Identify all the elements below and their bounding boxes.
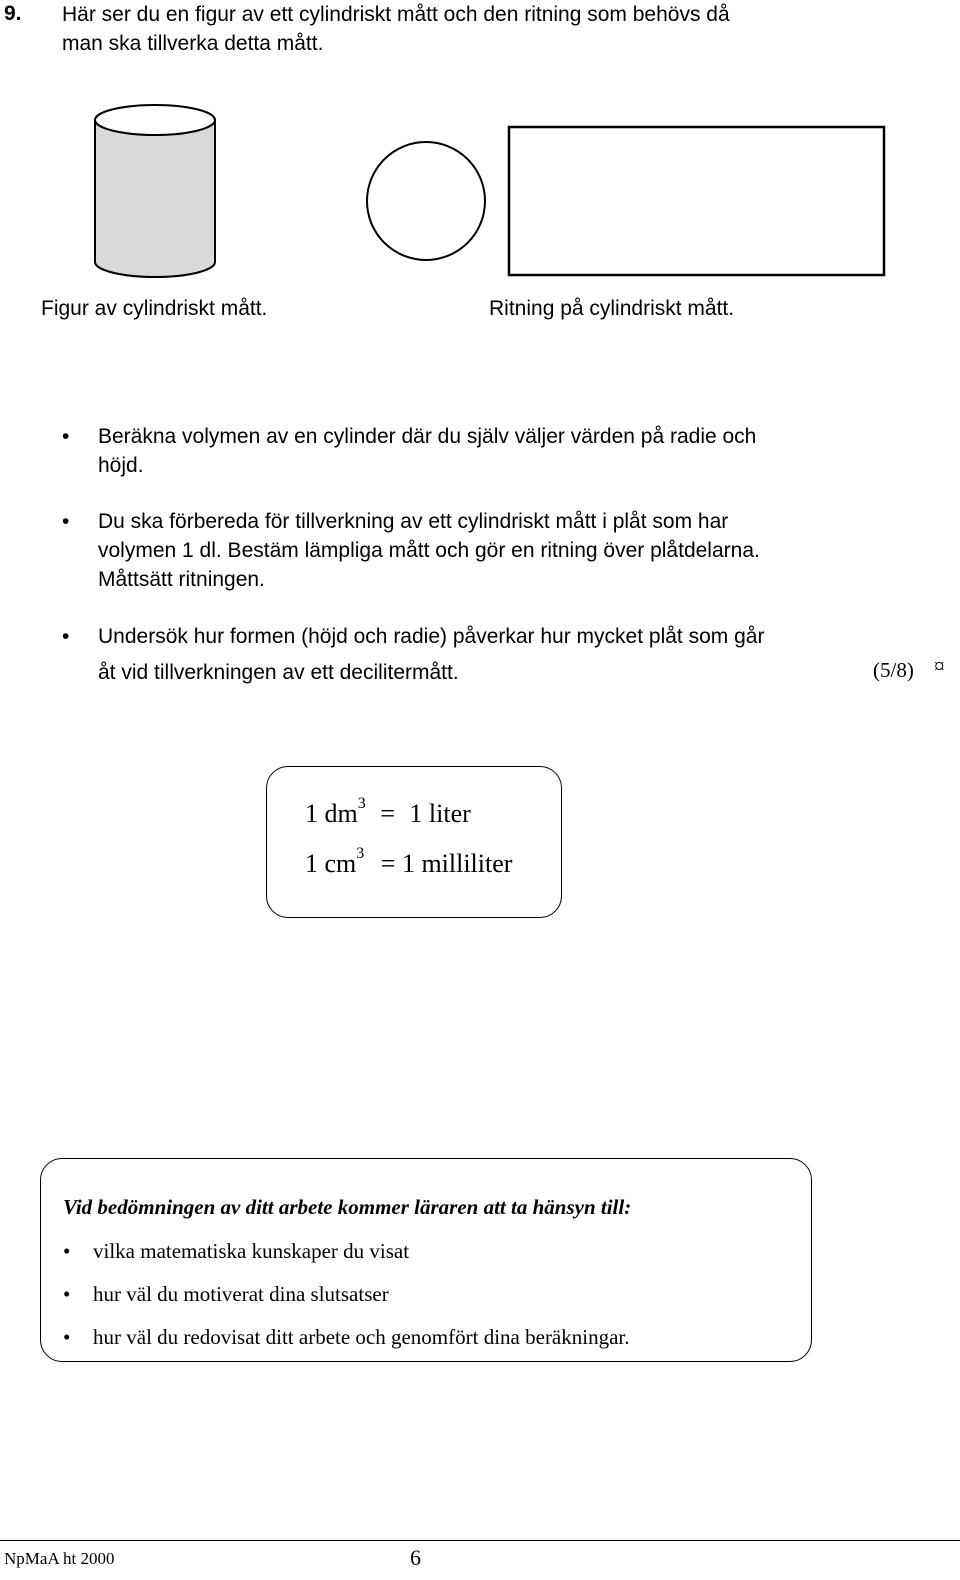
assessment-item-3-text: hur väl du redovisat ditt arbete och genomfört dina beräkningar.: [93, 1325, 630, 1349]
figures-illustration: [0, 0, 960, 300]
formula-line-2: [305, 845, 513, 879]
cylinder-figure: [95, 105, 215, 277]
page-number: 6: [410, 1545, 421, 1570]
task-item-1: [62, 422, 922, 482]
task-2-line-1: Du ska förbereda för tillverkning av ett cylindriskt mått i plåt som har: [98, 510, 729, 533]
formula-2-lhs: 1 cm: [305, 849, 357, 878]
caption-drawing: Ritning på cylindriskt mått.: [489, 297, 735, 320]
intro-line-1: Här ser du en figur av ett cylindriskt mått och den ritning som behövs då: [62, 3, 730, 26]
footer-divider: [0, 1540, 960, 1541]
task-2-line-2: volymen 1 dl. Bestäm lämpliga mått och gör en ritning över plåtdelarna.: [98, 539, 760, 562]
formula-2-rhs: 1 milliliter: [401, 849, 513, 878]
formula-line-1: [305, 795, 471, 829]
assessment-item-3: [63, 1325, 630, 1350]
footer-course-label: NpMaA ht 2000: [4, 1549, 115, 1568]
bullet-icon: •: [63, 1239, 71, 1263]
bullet-icon: •: [62, 625, 70, 648]
task-3-line-1: Undersök hur formen (höjd och radie) påverkar hur mycket plåt som går: [98, 625, 765, 648]
assessment-item-1: [63, 1239, 410, 1264]
question-number: 9.: [4, 2, 22, 25]
bullet-icon: •: [63, 1325, 71, 1349]
bullet-icon: •: [62, 425, 70, 448]
formula-1-lhs: 1 dm: [305, 799, 358, 828]
points-label: (5/8): [873, 658, 914, 682]
assessment-item-2-text: hur väl du motiverat dina slutsatser: [93, 1282, 389, 1306]
task-item-2: [62, 507, 922, 597]
formula-1-rhs: 1 liter: [409, 799, 471, 828]
formula-2-eq: =: [380, 849, 396, 878]
unit-conversion-box: [266, 766, 562, 918]
task-item-3: [62, 622, 922, 692]
currency-sign-icon: ¤: [934, 654, 945, 678]
assessment-item-1-text: vilka matematiska kunskaper du visat: [93, 1239, 410, 1263]
formula-1-exp: 3: [357, 795, 366, 812]
bullet-icon: •: [63, 1282, 71, 1306]
bullet-icon: •: [62, 510, 70, 533]
formula-2-exp: 3: [356, 845, 365, 862]
task-2-line-3: Måttsätt ritningen.: [98, 568, 265, 591]
assessment-box: [40, 1158, 812, 1362]
drawing-circle: [367, 142, 485, 260]
task-1-line-2: höjd.: [98, 454, 144, 477]
intro-line-2: man ska tillverka detta mått.: [62, 32, 324, 55]
task-3-line-2: åt vid tillverkningen av ett decilitermått.: [98, 661, 459, 684]
assessment-heading: Vid bedömningen av ditt arbete kommer läraren att ta hänsyn till:: [63, 1195, 632, 1219]
formula-1-eq: =: [380, 799, 395, 828]
task-1-line-1: Beräkna volymen av en cylinder där du själv väljer värden på radie och: [98, 425, 757, 448]
assessment-item-2: [63, 1282, 389, 1307]
drawing-rectangle: [509, 127, 884, 275]
caption-figure: Figur av cylindriskt mått.: [41, 297, 268, 320]
